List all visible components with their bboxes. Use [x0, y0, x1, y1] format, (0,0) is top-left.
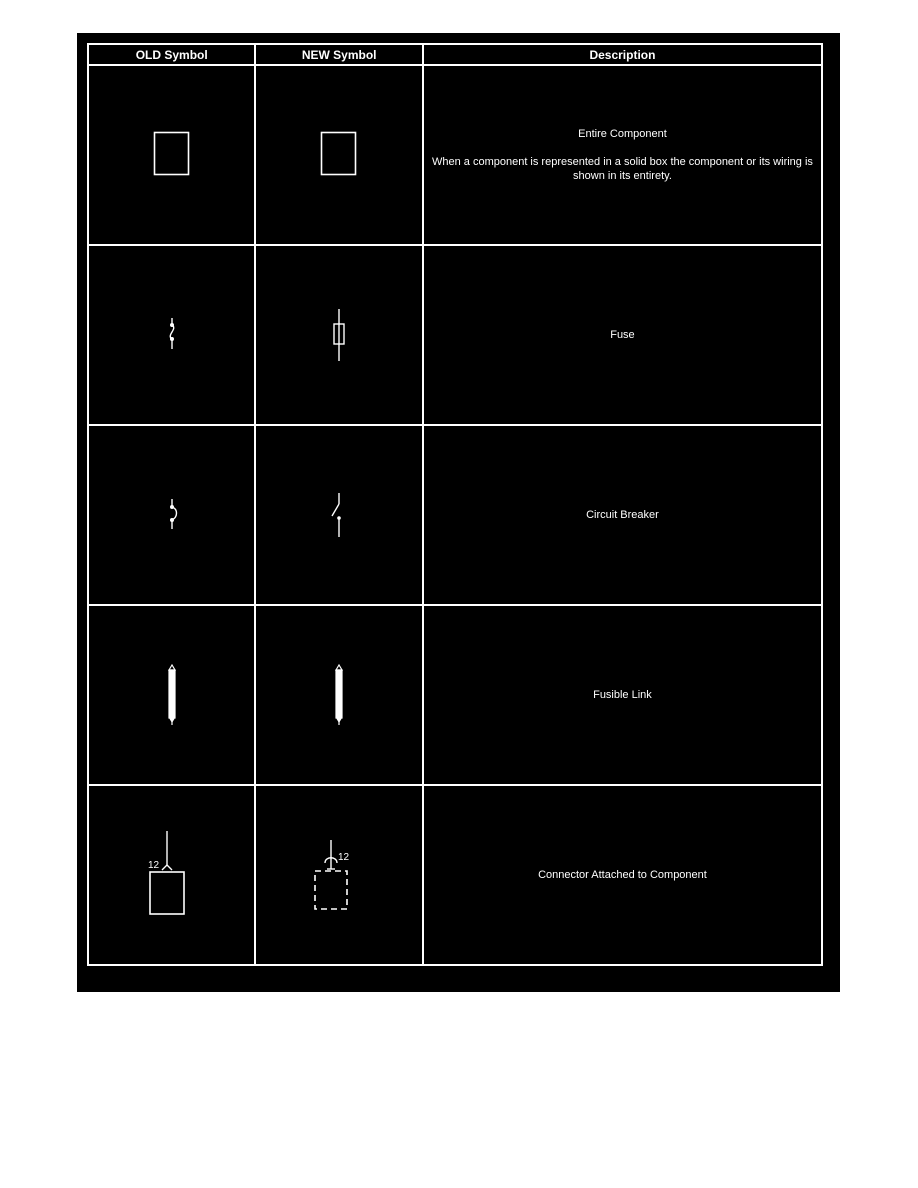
new-symbol-cell: [255, 605, 422, 785]
connector-old-icon: [147, 830, 197, 920]
description-cell: [423, 425, 822, 605]
symbol-legend-table: [87, 43, 823, 966]
circuit-breaker-old-icon: [162, 497, 182, 533]
connector-pin-label: 12: [338, 852, 350, 863]
description-title: Fuse: [610, 329, 635, 341]
old-symbol-cell: [88, 605, 255, 785]
legend-panel: [77, 33, 840, 992]
table-row: [88, 245, 822, 425]
fuse-new-icon: [329, 308, 349, 362]
fusible-link-icon: [331, 664, 347, 726]
fusible-link-icon: [164, 664, 180, 726]
description-detail: When a component is represented in a solid box the component or its wiring is shown in its entirety.: [431, 156, 813, 182]
description-title: Entire Component: [578, 128, 667, 140]
description-cell: [423, 785, 822, 965]
table-row: [88, 785, 822, 965]
header-old-symbol: OLD Symbol: [88, 44, 255, 65]
header-new-symbol: NEW Symbol: [255, 44, 422, 65]
solid-box-icon: [152, 130, 192, 180]
solid-box-icon: [319, 130, 359, 180]
new-symbol-cell: [255, 245, 422, 425]
new-symbol-cell: [255, 785, 422, 965]
new-symbol-cell: [255, 65, 422, 245]
old-symbol-cell: [88, 425, 255, 605]
old-symbol-cell: [88, 785, 255, 965]
description-title: Connector Attached to Component: [538, 869, 707, 881]
description-cell: [423, 65, 822, 245]
connector-new-icon: [314, 839, 364, 911]
old-symbol-cell: [88, 245, 255, 425]
circuit-breaker-new-icon: [327, 492, 351, 538]
fuse-old-icon: [162, 315, 182, 355]
header-row: [88, 44, 822, 65]
old-symbol-cell: [88, 65, 255, 245]
table-row: [88, 65, 822, 245]
new-symbol-cell: [255, 425, 422, 605]
description-cell: [423, 245, 822, 425]
description-cell: [423, 605, 822, 785]
description-title: Fusible Link: [593, 689, 652, 701]
table-row: [88, 605, 822, 785]
connector-pin-label: 12: [147, 860, 159, 871]
table-row: [88, 425, 822, 605]
header-description: Description: [423, 44, 822, 65]
description-title: Circuit Breaker: [586, 509, 659, 521]
